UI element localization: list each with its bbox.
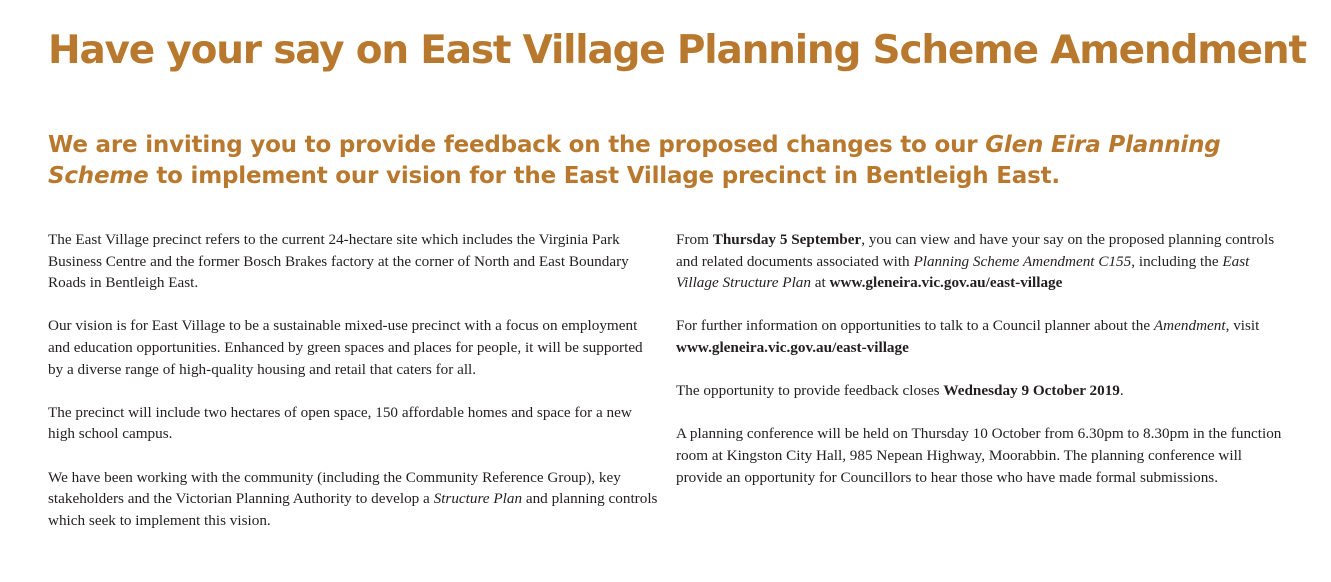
- paragraph-text: From: [676, 231, 713, 248]
- website-link[interactable]: www.gleneira.vic.gov.au/east-village: [829, 274, 1063, 292]
- right-column: [676, 229, 1288, 510]
- paragraph-text: We have been working with the community (including the Community Reference Group), key stakeholders and the Victorian Planning Authority to develop a: [48, 468, 621, 508]
- paragraph-text: at: [810, 274, 830, 292]
- structure-plan-name: East Village Structure Plan: [676, 252, 1250, 292]
- paragraph-further-info: [676, 315, 1288, 358]
- subtitle-planning-scheme-name: Glen Eira Planning Scheme: [48, 132, 1221, 189]
- paragraph-have-your-say: [676, 229, 1288, 294]
- paragraph-text: and planning controls which seek to implement this vision.: [48, 490, 658, 529]
- paragraph-precinct-features: The precinct will include two hectares of open space, 150 affordable homes and space for a new high school campus.: [48, 403, 632, 443]
- paragraph-text: , including the: [1131, 252, 1223, 270]
- paragraph-text: , you can view and have your say on the proposed planning controls and related documents associated with: [676, 231, 1275, 270]
- paragraph-community-work: [48, 467, 658, 532]
- left-column: [48, 229, 658, 553]
- paragraph-text: .: [1119, 382, 1124, 400]
- amendment-term: Amendment: [1153, 317, 1226, 335]
- paragraph-precinct-description: The East Village precinct refers to the current 24-hectare site which includes the Virginia Park Business Centre and the former Bosch Brakes factory at the corner of North and East Boundary Roads in Bentleigh East.: [48, 231, 629, 292]
- paragraph-text: , visit: [1225, 317, 1260, 335]
- website-link[interactable]: www.gleneira.vic.gov.au/east-village: [676, 338, 909, 356]
- amendment-name: Planning Scheme Amendment C155: [913, 252, 1132, 270]
- paragraph-planning-conference: A planning conference will be held on Thursday 10 October from 6.30pm to 8.30pm in the function room at Kingston City Hall, 985 Nepean Highway, Moorabbin. The planning conference will provide an opportunity for Councillors to hear those who have made formal submissions.: [676, 425, 1282, 486]
- paragraph-vision: Our vision is for East Village to be a sustainable mixed-use precinct with a focus on employment and education opportunities. Enhanced by green spaces and places for people, it will be supported by a diverse range of high-quality housing and retail that caters for all.: [48, 317, 643, 378]
- subtitle-text-2: to implement our vision for the East Village precinct in Bentleigh East.: [148, 163, 1060, 189]
- closing-date: Wednesday 9 October 2019: [943, 382, 1120, 400]
- paragraph-closing-date: [676, 380, 1288, 402]
- page-title: Have your say on East Village Planning Scheme Amendment: [48, 28, 1306, 73]
- structure-plan-term: Structure Plan: [433, 490, 523, 508]
- page-subtitle: [48, 130, 1288, 192]
- subtitle-text-1: We are inviting you to provide feedback on the proposed changes to our: [48, 132, 986, 158]
- paragraph-text: The opportunity to provide feedback closes: [676, 382, 944, 400]
- start-date: Thursday 5 September: [712, 231, 862, 248]
- paragraph-text: For further information on opportunities to talk to a Council planner about the: [676, 317, 1154, 335]
